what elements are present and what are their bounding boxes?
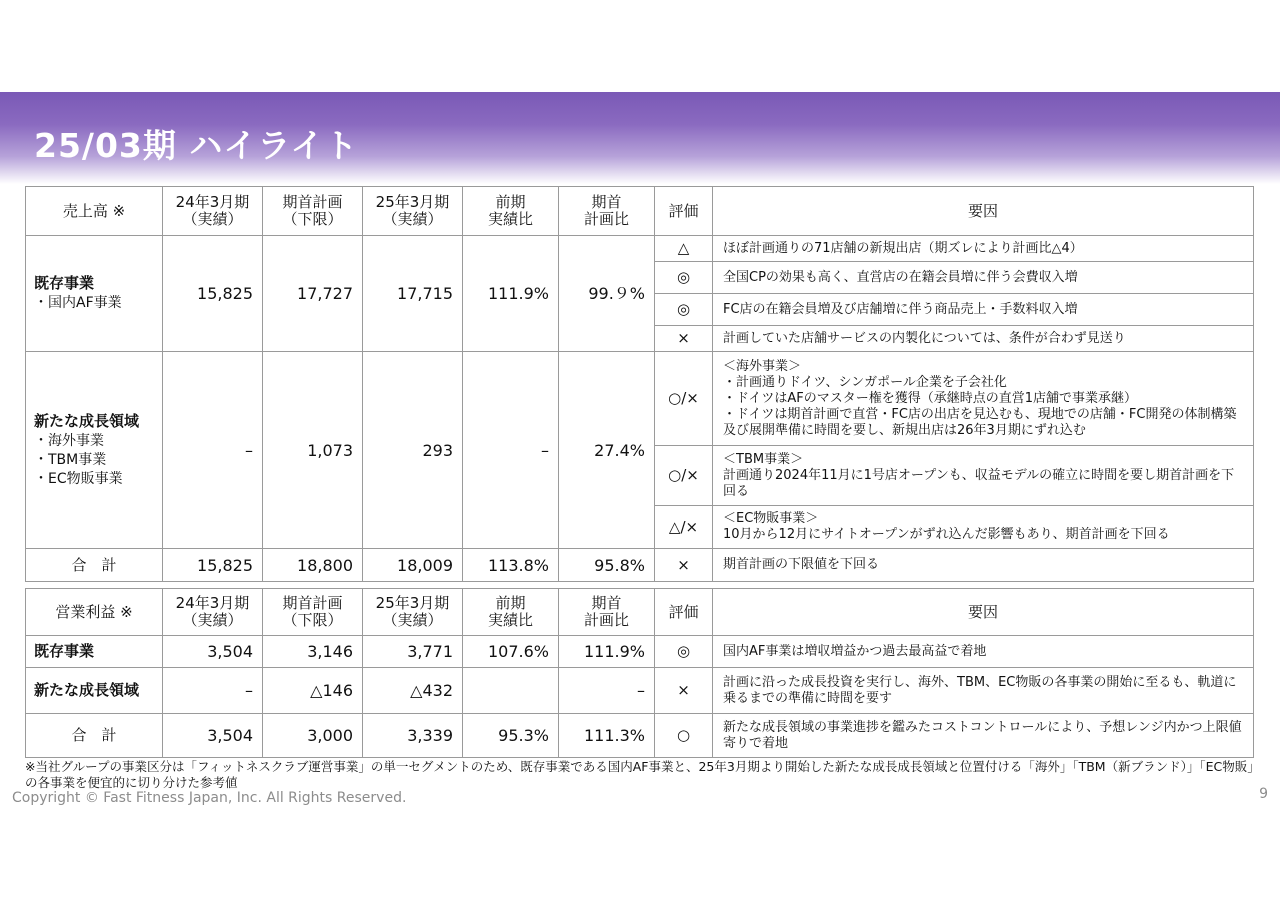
plan-header: 期首計画 （下限） <box>263 187 363 236</box>
reason-header: 要因 <box>713 589 1254 636</box>
prev-year-header: 24年3月期 （実績） <box>163 187 263 236</box>
plan-header: 期首計画 （下限） <box>263 589 363 636</box>
cell-value: 3,771 <box>363 636 463 668</box>
cell-value: 3,000 <box>263 714 363 758</box>
reason-text: 全国CPの効果も高く、直営店の在籍会員増に伴う会費収入増 <box>713 262 1254 294</box>
cell-value: 18,800 <box>263 549 363 582</box>
cell-value: 1,073 <box>263 352 363 549</box>
sales-header-row <box>26 187 1254 236</box>
cell-value: 293 <box>363 352 463 549</box>
reason-text: ＜海外事業＞ ・計画通りドイツ、シンガポール企業を子会社化 ・ドイツはAFのマスター権を獲得（承継時点の直営1店舗で事業承継） ・ドイツは期首計画で直営・FC店の出店を見込むも、現地での店舗・FC開発の体制構築及び展開準備に時間を要し、新規出店は26年3月期にずれ込む <box>713 352 1254 446</box>
cell-value: – <box>463 352 559 549</box>
eval-mark: ◎ <box>655 262 713 294</box>
reason-text: ＜EC物販事業＞ 10月から12月にサイトオープンがずれ込んだ影響もあり、期首計画を下回る <box>713 506 1254 549</box>
table-row <box>26 352 1254 446</box>
cell-value: 17,727 <box>263 236 363 352</box>
cell-value: 107.6% <box>463 636 559 668</box>
cell-value: 27.4% <box>559 352 655 549</box>
eval-mark: × <box>655 549 713 582</box>
reason-text: 新たな成長領域の事業進捗を鑑みたコストコントロールにより、予想レンジ内かつ上限値寄りで着地 <box>713 714 1254 758</box>
prev-year-header: 24年3月期 （実績） <box>163 589 263 636</box>
total-label: 合 計 <box>26 549 163 582</box>
reason-header: 要因 <box>713 187 1254 236</box>
sales-table <box>25 186 1254 582</box>
cell-value: 18,009 <box>363 549 463 582</box>
table-row <box>26 714 1254 758</box>
table-row <box>26 668 1254 714</box>
growth-area-label: 新たな成長領域 ・海外事業 ・TBM事業 ・EC物販事業 <box>26 352 163 549</box>
cell-value: △146 <box>263 668 363 714</box>
cell-value: 111.9% <box>559 636 655 668</box>
cell-value: 111.9% <box>463 236 559 352</box>
eval-header: 評価 <box>655 589 713 636</box>
vsplan-header: 期首 計画比 <box>559 187 655 236</box>
eval-header: 評価 <box>655 187 713 236</box>
cell-value: 3,504 <box>163 636 263 668</box>
cell-value: 3,504 <box>163 714 263 758</box>
existing-business-label: 既存事業 ・国内AF事業 <box>26 236 163 352</box>
total-label: 合 計 <box>26 714 163 758</box>
cell-value: 95.3% <box>463 714 559 758</box>
copyright: Copyright © Fast Fitness Japan, Inc. All Rights Reserved. <box>12 790 407 806</box>
eval-mark: ○/× <box>655 352 713 446</box>
existing-business-label: 既存事業 <box>26 636 163 668</box>
table-row <box>26 636 1254 668</box>
cell-value: – <box>163 668 263 714</box>
cell-value: – <box>559 668 655 714</box>
eval-mark: × <box>655 668 713 714</box>
profit-label-header: 営業利益 ※ <box>26 589 163 636</box>
growth-area-label: 新たな成長領域 <box>26 668 163 714</box>
actual-header: 25年3月期 （実績） <box>363 187 463 236</box>
eval-mark: △ <box>655 236 713 262</box>
eval-mark: ○ <box>655 714 713 758</box>
yoy-header: 前期 実績比 <box>463 589 559 636</box>
profit-table <box>25 588 1254 758</box>
cell-value: 95.8% <box>559 549 655 582</box>
cell-value: 111.3% <box>559 714 655 758</box>
vsplan-header: 期首 計画比 <box>559 589 655 636</box>
sales-label-header: 売上高 ※ <box>26 187 163 236</box>
actual-header: 25年3月期 （実績） <box>363 589 463 636</box>
eval-mark: ○/× <box>655 446 713 506</box>
reason-text: 国内AF事業は増収増益かつ過去最高益で着地 <box>713 636 1254 668</box>
yoy-header: 前期 実績比 <box>463 187 559 236</box>
reason-text: 期首計画の下限値を下回る <box>713 549 1254 582</box>
footnote: ※当社グループの事業区分は「フィットネスクラブ運営事業」の単一セグメントのため、既存事業である国内AF事業と、25年3月期より開始した新たな成長成長領域と位置付ける「海外」「TBM（新ブランド）」「EC物販」の各事業を便宜的に切り分けた参考値 <box>25 759 1254 790</box>
cell-value: 3,339 <box>363 714 463 758</box>
cell-value <box>463 668 559 714</box>
eval-mark: × <box>655 326 713 352</box>
reason-text: FC店の在籍会員増及び店舗増に伴う商品売上・手数料収入増 <box>713 294 1254 326</box>
reason-text: 計画に沿った成長投資を実行し、海外、TBM、EC物販の各事業の開始に至るも、軌道に乗るまでの準備に時間を要す <box>713 668 1254 714</box>
cell-value: 113.8% <box>463 549 559 582</box>
table-row <box>26 549 1254 582</box>
cell-value: 17,715 <box>363 236 463 352</box>
reason-text: ＜TBM事業＞ 計画通り2024年11月に1号店オープンも、収益モデルの確立に時間を要し期首計画を下回る <box>713 446 1254 506</box>
cell-value: 15,825 <box>163 549 263 582</box>
cell-value: 99.９% <box>559 236 655 352</box>
cell-value: 15,825 <box>163 236 263 352</box>
eval-mark: ◎ <box>655 294 713 326</box>
page-number: 9 <box>1259 786 1268 802</box>
reason-text: ほぼ計画通りの71店舗の新規出店（期ズレにより計画比△4） <box>713 236 1254 262</box>
cell-value: 3,146 <box>263 636 363 668</box>
eval-mark: △/× <box>655 506 713 549</box>
cell-value: – <box>163 352 263 549</box>
page-title: 25/03期 ハイライト <box>34 126 359 165</box>
eval-mark: ◎ <box>655 636 713 668</box>
cell-value: △432 <box>363 668 463 714</box>
reason-text: 計画していた店舗サービスの内製化については、条件が合わず見送り <box>713 326 1254 352</box>
profit-header-row <box>26 589 1254 636</box>
table-row <box>26 236 1254 262</box>
